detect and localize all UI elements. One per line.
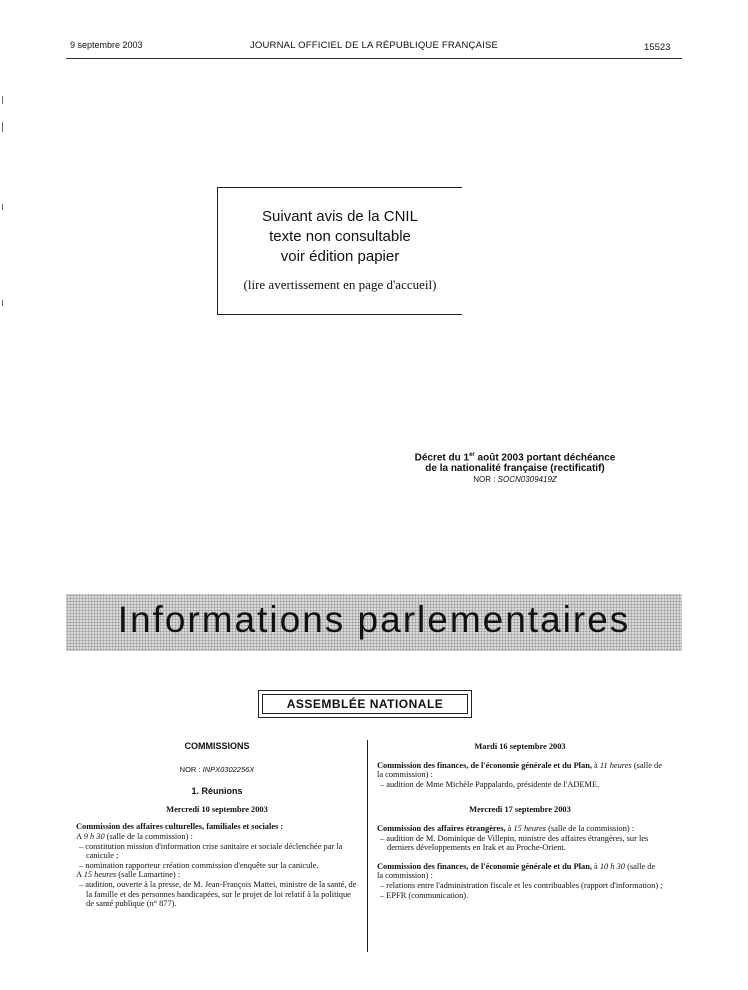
decret-nor <box>380 475 650 484</box>
session-time-2-room: (salle Lamartine) : <box>116 870 181 880</box>
right-column <box>377 742 663 900</box>
commission-at: à <box>505 823 514 833</box>
cnil-line-3: voir édition papier <box>280 248 400 265</box>
cnil-line-2: texte non consultable <box>269 228 411 245</box>
decret-title <box>380 450 650 474</box>
day-heading: Mercredi 17 septembre 2003 <box>469 805 571 815</box>
agenda-item: – EPFR (communication). <box>380 890 469 900</box>
commission-at: à <box>591 861 600 871</box>
commission-name: Commission des finances, de l'économie générale et du Plan, <box>377 861 592 871</box>
cnil-notice-box <box>217 187 462 315</box>
margin-mark <box>2 300 3 306</box>
session-time-1-hour: 9 h 30 <box>83 831 105 841</box>
header-rule <box>66 58 682 59</box>
reunions-heading: 1. Réunions <box>191 786 243 797</box>
session-time-1 <box>76 832 358 842</box>
section-title: Informations parlementaires <box>117 599 631 640</box>
journal-title: JOURNAL OFFICIEL DE LA RÉPUBLIQUE FRANÇAISE <box>249 40 499 51</box>
commission-name: Commission des affaires culturelles, familiales et sociales : <box>76 822 284 832</box>
commission-hour: 11 heures <box>599 760 632 770</box>
header-date: 9 septembre 2003 <box>70 40 143 50</box>
commission-hour: 10 h 30 <box>599 861 625 871</box>
decret-title-line2: de la nationalité française (rectificatif) <box>425 463 605 475</box>
commission-room: (salle de la commission) : <box>545 823 635 833</box>
agenda-item: – relations entre l'administration fiscale et les contribuables (rapport d'information) ; <box>380 880 663 890</box>
assembly-title: ASSEMBLÉE NATIONALE <box>262 694 468 714</box>
commission-entry <box>377 761 663 780</box>
commission-name: Commission des finances, de l'économie générale et du Plan, <box>377 760 592 770</box>
agenda-item: – audition, ouverte à la presse, de M. Jean-François Mattei, ministre de la santé, de la famille et des personnes handicapées, sur le projet de loi relatif à la politique de santé publique (n° 877). <box>79 879 357 909</box>
decret-title-b: août 2003 portant déchéance <box>474 452 616 464</box>
commission-name: Commission des affaires étrangères, <box>377 823 506 833</box>
session-time-1-a: A <box>76 831 84 841</box>
session-time-2-a: A <box>76 870 84 880</box>
decret-nor-label: NOR : <box>473 475 498 484</box>
margin-mark <box>2 96 3 104</box>
session-time-2 <box>76 870 358 880</box>
commission-entry <box>377 824 663 834</box>
commissions-nor <box>76 765 358 775</box>
session-time-1-room: (salle de la commission) : <box>104 831 193 841</box>
cnil-line-1: Suivant avis de la CNIL <box>262 208 418 225</box>
agenda-item: – nomination rapporteur création commission d'enquête sur la canicule. <box>79 860 319 870</box>
commission-room: (salle de la commission) : <box>377 861 656 881</box>
commissions-nor-label: NOR : <box>179 764 203 774</box>
page-number: 15523 <box>644 42 671 53</box>
agenda-item: – audition de M. Dominique de Villepin, ministre des affaires étrangères, sur les derniers développements en Irak et au Proche-Orient. <box>380 833 649 853</box>
column-divider <box>367 740 368 952</box>
margin-mark <box>2 122 3 132</box>
commission-entry <box>377 862 663 881</box>
decret-nor-value: SOCN0309419Z <box>497 475 557 484</box>
agenda-item: – audition de Mme Michèle Pappalardo, présidente de l'ADEME. <box>380 779 600 789</box>
decret-title-a: Décret du 1 <box>414 452 470 464</box>
commissions-heading: COMMISSIONS <box>184 741 250 751</box>
left-column <box>76 742 358 909</box>
day-heading: Mardi 16 septembre 2003 <box>474 742 566 751</box>
commissions-nor-value: INPX0302256X <box>202 764 255 774</box>
commission-at: à <box>591 760 600 770</box>
session-time-2-hour: 15 heures <box>83 870 117 880</box>
margin-mark <box>2 204 3 210</box>
commission-hour: 15 heures <box>513 823 546 833</box>
day-heading: Mercredi 10 septembre 2003 <box>166 804 268 814</box>
agenda-item: – constitution mission d'information crise sanitaire et sociale déclenchée par la canicule ; <box>79 841 343 861</box>
cnil-line-4: (lire avertissement en page d'accueil) <box>243 277 437 292</box>
commission-room: (salle de la commission) : <box>377 760 662 780</box>
decret-title-sup: er <box>469 452 475 458</box>
